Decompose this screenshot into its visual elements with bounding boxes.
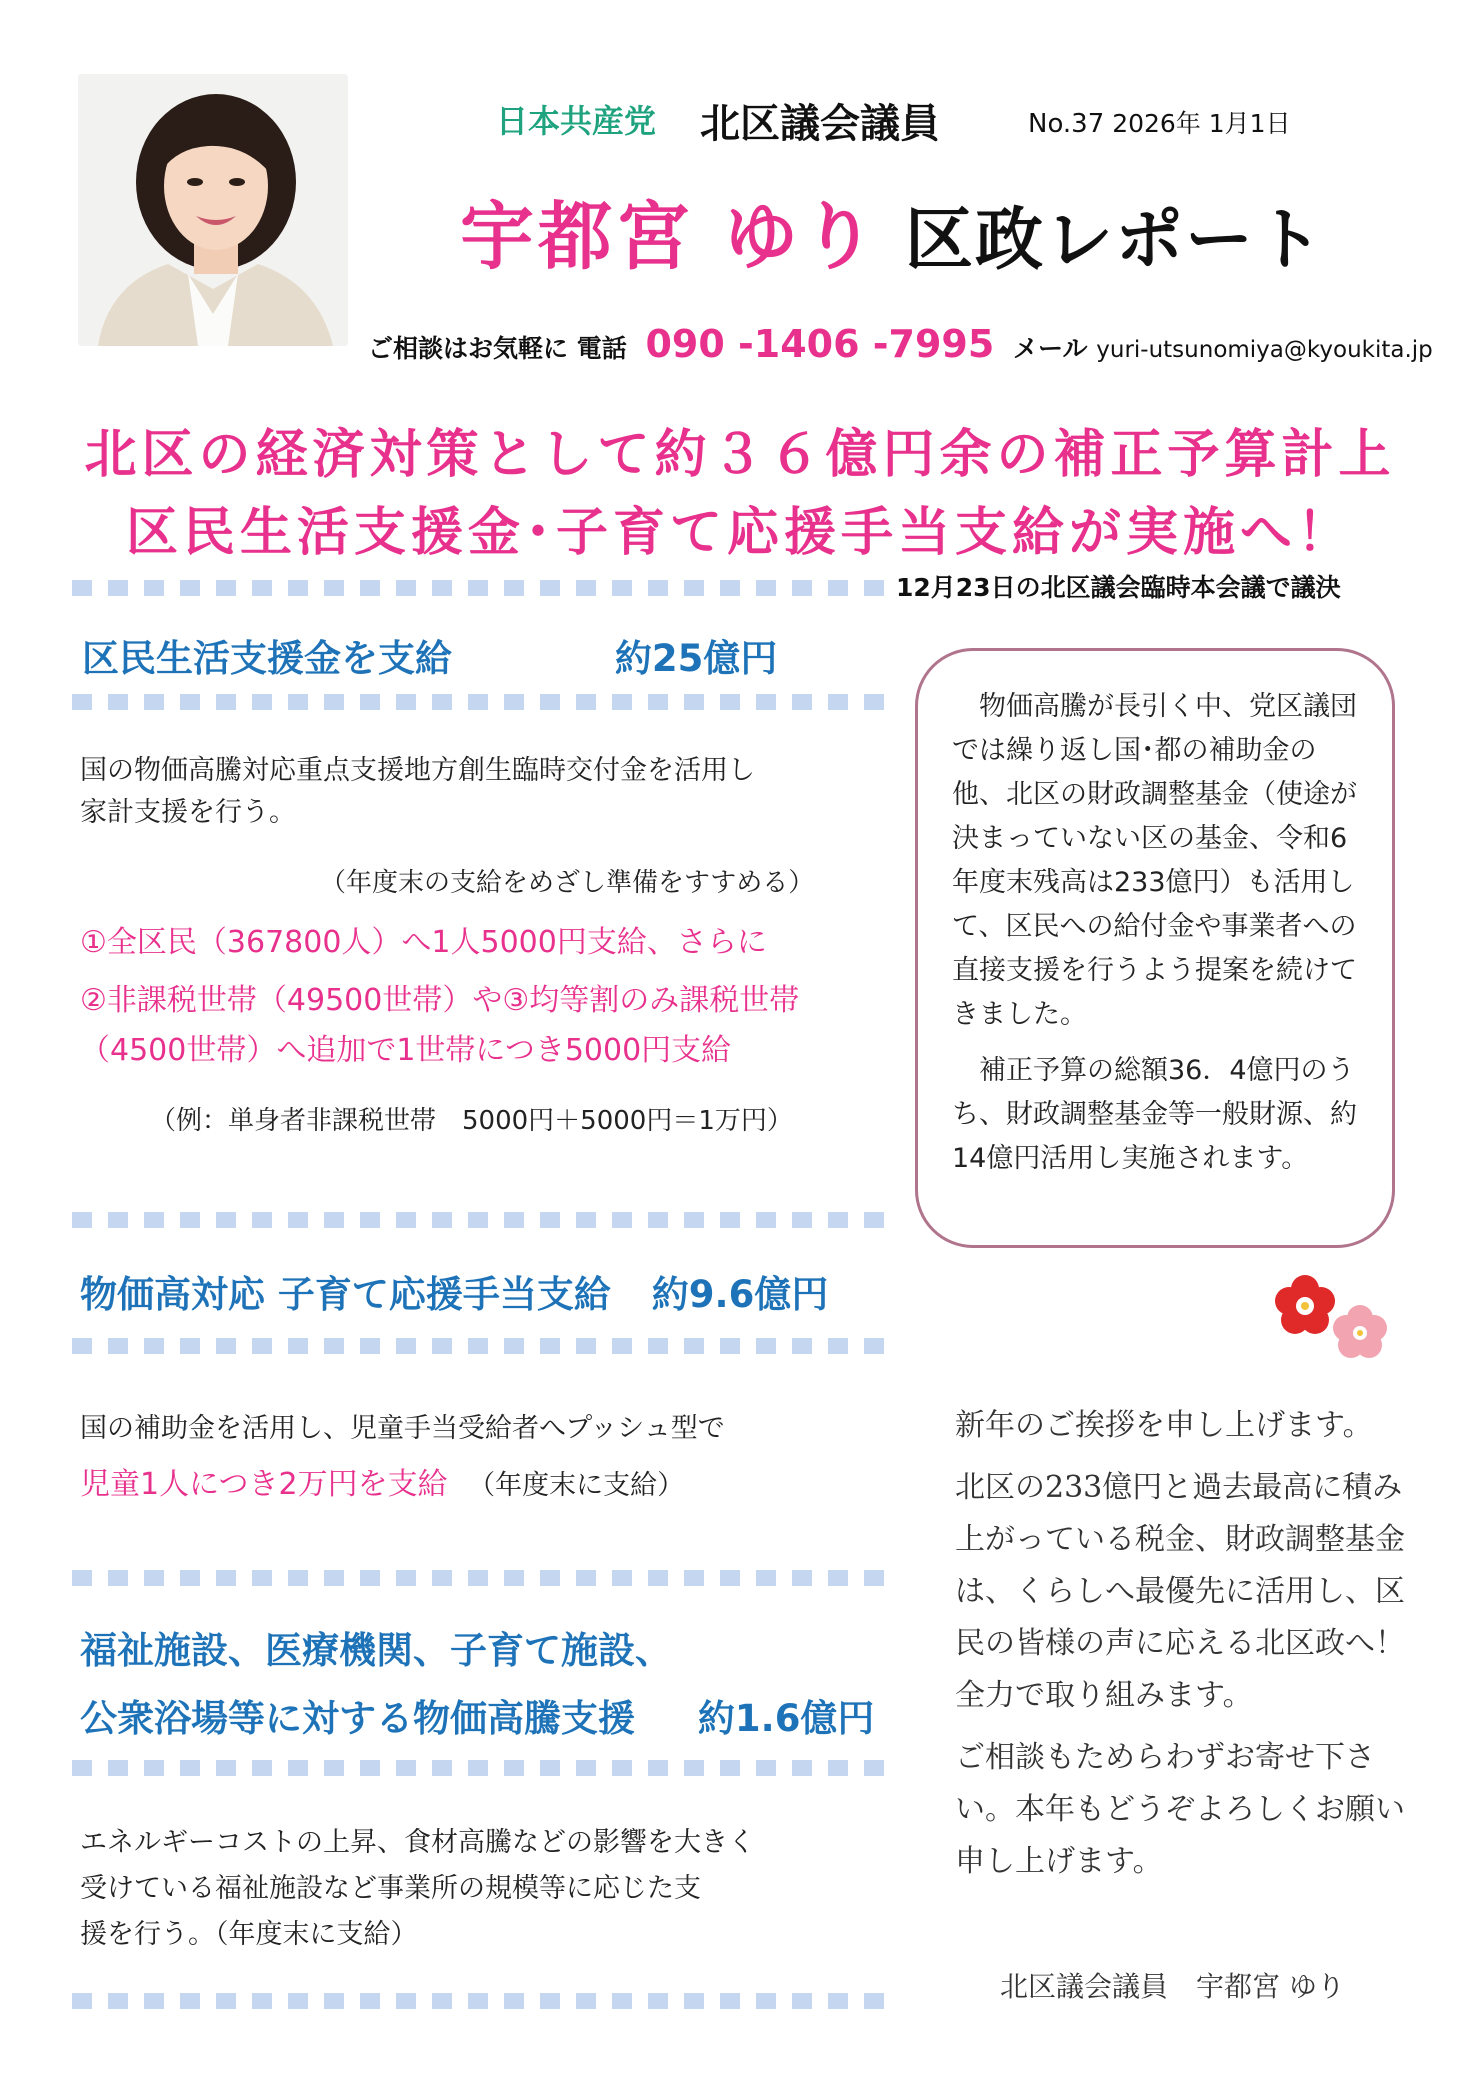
email-label: メール [1013,334,1088,363]
section2-title [80,1264,828,1318]
resolution-note: 12月23日の北区議会臨時本会議で議決 [896,573,1341,602]
contact-label: ご相談はお気軽に 電話 [368,334,627,363]
divider [72,1760,892,1776]
section1-amount: 約25億円 [614,637,778,680]
portrait-illustration [78,74,348,346]
headline-line2: 区民生活支援金･子育て応援手当支給が実施へ！ [125,503,1354,563]
divider [72,694,892,710]
section1-body [80,750,755,834]
explanation-bubble [915,648,1395,1248]
section3-body-line1: エネルギーコストの上昇、食材高騰などの影響を大きく [80,1827,755,1858]
section1-items [80,918,799,1076]
section2-body: 国の補助金を活用し、児童手当受給者へプッシュ型で [80,1413,725,1444]
section3-amount: 約1.6億円 [697,1697,875,1740]
section3-body-line3: 援を行う。（年度末に支給） [80,1919,418,1950]
section2-amount: 約9.6億円 [651,1273,829,1316]
section2-highlight: 児童1人につき2万円を支給 [80,1467,448,1502]
divider [72,1570,892,1586]
bubble-paragraph-2: 補正予算の総額36．4億円のうち、財政調整基金等一般財源、約14億円活用し実施されます。 [952,1055,1357,1174]
divider [72,1212,892,1228]
party-name: 日本共産党 [496,102,657,140]
section1-example: （例：単身者非課税世帯 5000円＋5000円＝1万円） [150,1106,793,1136]
signature: 北区議会議員 宇都宮 ゆり [1000,1970,1345,2003]
section3-title-line1: 福祉施設、医療機関、子育て施設、 [80,1629,672,1672]
headline-line1: 北区の経済対策として約３６億円余の補正予算計上 [84,425,1396,485]
section1-item2: ②非課税世帯（49500世帯）や③均等割のみ課税世帯 [80,983,800,1018]
divider [72,1338,892,1354]
bubble-paragraph-1: 物価高騰が長引く中、党区議団では繰り返し国･都の補助金の他、北区の財政調整基金（使途が決まっていない区の基金、令和6年度末残高は233億円）も活用して、区民への給付金や事業者への直接支援を行うよう提案を続けてきました。 [952,691,1357,1030]
section3-title-line2-row [80,1688,874,1742]
section1-item3: （4500世帯）へ追加で1世帯につき5000円支給 [80,1033,732,1068]
issue-info [1028,104,1291,140]
section1-body-line2: 家計支援を行う。 [80,797,296,828]
section1-body-line1: 国の物価高騰対応重点支援地方創生臨時交付金を活用し [80,755,755,786]
section1-note: （年度末の支給をめざし準備をすすめる） [320,868,815,898]
greeting-paragraph-2: 北区の233億円と過去最高に積み上がっている税金、財政調整基金は、くらしへ最優先に活用し、区民の皆様の声に応える北区政へ！全力で取り組みます。 [955,1470,1405,1713]
section3-body-line2: 受けている福祉施設など事業所の規模等に応じた支 [80,1873,701,1904]
section2-highlight-line [80,1464,684,1507]
report-title: 区政レポート [905,201,1326,280]
politician-name: 宇都宮 ゆり [460,194,880,280]
section1-title [82,628,777,682]
plum-blossom-icon [1265,1268,1395,1368]
section1-title-text: 区民生活支援金を支給 [82,637,452,680]
greeting-paragraph-1: 新年のご挨拶を申し上げます。 [955,1408,1373,1443]
member-role: 北区議会議員 [700,101,940,147]
section2-suffix: （年度末に支給） [468,1470,685,1501]
email-address[interactable]: yuri-utsunomiya@kyoukita.jp [1096,337,1433,363]
section3-title-line2: 公衆浴場等に対する物価高騰支援 [80,1697,635,1740]
issue-number: No.37 [1028,109,1105,139]
divider [72,580,892,596]
contact-line [368,322,1433,366]
new-year-greeting [955,1400,1405,1898]
divider [72,1993,892,2009]
greeting-paragraph-3: ご相談もためらわずお寄せ下さい。本年もどうぞよろしくお願い申し上げます。 [955,1740,1405,1879]
section1-item1: ①全区民（367800人）へ1人5000円支給、さらに [80,925,767,960]
phone-number[interactable]: 090 -1406 -7995 [645,322,995,366]
section3-body [80,1820,755,1958]
section2-title-text: 物価高対応 子育て応援手当支給 [80,1273,611,1316]
portrait-photo [78,74,348,346]
issue-date: 2026年 1月1日 [1112,109,1291,138]
